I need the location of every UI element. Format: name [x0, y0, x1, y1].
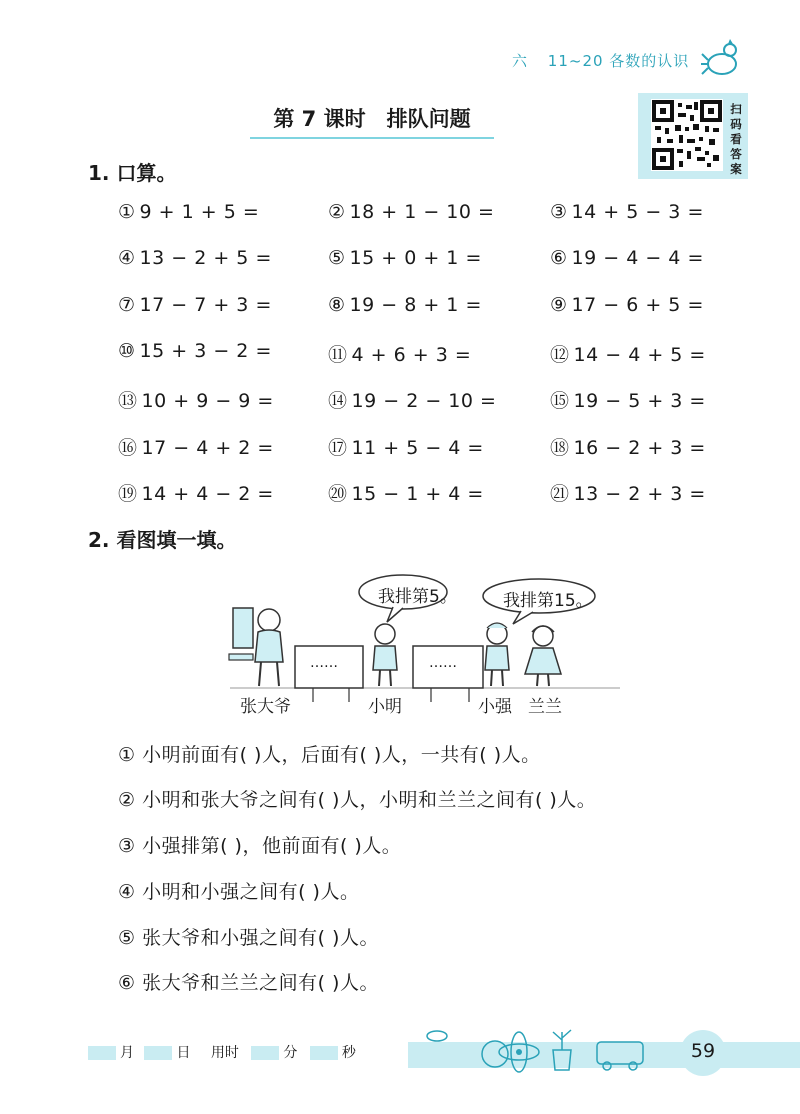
question-1-title: 1. 口算。 — [88, 161, 177, 185]
math-problem — [550, 340, 706, 367]
math-problem — [328, 433, 484, 460]
problem-number: ㉑ — [550, 483, 570, 505]
problem-expression: 15 − 1 + 4 = — [351, 483, 484, 505]
ellipsis-1: …… — [310, 655, 338, 671]
problem-expression: 10 + 9 − 9 = — [141, 390, 274, 412]
problem-number: ⑩ — [118, 340, 136, 362]
qr-label-char: 扫 — [730, 102, 742, 116]
name-grandpa: 张大爷 — [240, 697, 291, 717]
grandpa-figure — [229, 608, 283, 686]
sub-question-3: ③ 小强排第( )，他前面有( )人。 — [118, 835, 402, 857]
problem-expression: 19 − 5 + 3 = — [573, 390, 706, 412]
bubble-text-right: 我排第15。 — [503, 591, 593, 611]
minute-blank[interactable] — [251, 1046, 279, 1060]
science-decoration-icon — [415, 1022, 685, 1074]
problem-number: ⑬ — [118, 390, 138, 412]
problem-expression: 9 + 1 + 5 = — [139, 201, 260, 223]
sub-question-6: ⑥ 张大爷和兰兰之间有( )人。 — [118, 972, 379, 994]
minute-label: 分 — [283, 1045, 298, 1061]
name-lanlan: 兰兰 — [528, 697, 562, 717]
time-used-label: 用时 — [210, 1045, 239, 1061]
problem-expression: 19 − 2 − 10 = — [351, 390, 497, 412]
lesson-title-underline — [250, 137, 494, 139]
sub-question-2: ② 小明和张大爷之间有( )人，小明和兰兰之间有( )人。 — [118, 789, 597, 811]
math-problem — [328, 386, 496, 413]
math-problem — [328, 340, 471, 367]
qr-label-char: 码 — [730, 117, 742, 131]
problem-expression: 14 − 4 + 5 = — [573, 344, 706, 366]
problem-expression: 13 − 2 + 3 = — [573, 483, 706, 505]
second-label: 秒 — [341, 1045, 356, 1061]
sub-question-5: ⑤ 张大爷和小强之间有( )人。 — [118, 927, 379, 949]
time-record-row — [88, 1042, 356, 1062]
math-problem — [550, 386, 706, 413]
lanlan-figure — [525, 626, 561, 686]
problem-expression: 11 + 5 − 4 = — [351, 437, 484, 459]
lesson-title: 第 7 课时 排队问题 — [273, 107, 471, 131]
second-blank[interactable] — [310, 1046, 338, 1060]
month-label: 月 — [120, 1045, 134, 1061]
name-xiaoming: 小明 — [368, 697, 402, 717]
problem-expression: 18 + 1 − 10 = — [349, 201, 495, 223]
problem-number: ⑪ — [328, 344, 348, 366]
rooster-decoration-icon — [700, 36, 744, 80]
problem-expression: 16 − 2 + 3 = — [573, 437, 706, 459]
problem-number: ⑳ — [328, 483, 348, 505]
question-2-title: 2. 看图填一填。 — [88, 528, 237, 552]
qr-label-char: 案 — [730, 162, 742, 176]
math-problem — [118, 386, 274, 413]
math-problem — [118, 247, 272, 269]
problem-expression: 4 + 6 + 3 = — [351, 344, 472, 366]
chapter-number: 六 — [512, 52, 529, 70]
qr-code-icon[interactable] — [651, 99, 723, 171]
name-xiaoqiang: 小强 — [478, 697, 512, 717]
math-problem — [550, 247, 704, 269]
problem-number: ⑤ — [328, 247, 346, 269]
problem-expression: 19 − 4 − 4 = — [571, 247, 704, 269]
math-problem — [550, 294, 704, 316]
problem-expression: 17 − 6 + 5 = — [571, 294, 704, 316]
xiaoqiang-figure — [485, 623, 509, 686]
problem-expression: 14 + 5 − 3 = — [571, 201, 704, 223]
math-problem — [550, 479, 706, 506]
month-blank[interactable] — [88, 1046, 116, 1060]
qr-label-char: 答 — [730, 147, 742, 161]
qr-label — [728, 102, 744, 177]
chapter-header — [512, 50, 703, 71]
problem-expression: 15 + 0 + 1 = — [349, 247, 482, 269]
math-problem — [550, 201, 704, 223]
math-problem — [328, 201, 494, 223]
problem-number: ⑦ — [118, 294, 136, 316]
math-problem — [118, 479, 274, 506]
problem-number: ⑲ — [118, 483, 138, 505]
math-problem — [550, 433, 706, 460]
problem-number: ⑰ — [328, 437, 348, 459]
math-problem — [118, 340, 272, 362]
problem-number: ⑮ — [550, 390, 570, 412]
problem-number: ③ — [550, 201, 568, 223]
sub-question-4: ④ 小明和小强之间有( )人。 — [118, 881, 360, 903]
problem-expression: 19 − 8 + 1 = — [349, 294, 482, 316]
problem-number: ① — [118, 201, 136, 223]
problem-expression: 15 + 3 − 2 = — [139, 340, 272, 362]
math-problem — [118, 201, 259, 223]
problem-expression: 14 + 4 − 2 = — [141, 483, 274, 505]
problem-expression: 13 − 2 + 5 = — [139, 247, 272, 269]
problem-number: ⑥ — [550, 247, 568, 269]
problem-number: ④ — [118, 247, 136, 269]
problem-number: ⑨ — [550, 294, 568, 316]
problem-number: ⑧ — [328, 294, 346, 316]
day-label: 日 — [176, 1045, 191, 1061]
sub-question-1: ① 小明前面有( )人，后面有( )人，一共有( )人。 — [118, 744, 541, 766]
bubble-text-left: 我排第5。 — [378, 587, 457, 607]
problem-expression: 17 − 4 + 2 = — [141, 437, 274, 459]
xiaoming-figure — [373, 624, 397, 686]
math-problem — [118, 294, 272, 316]
unit-title: 11~20 各数的认识 — [547, 52, 690, 70]
math-problem — [328, 479, 484, 506]
problem-number: ⑱ — [550, 437, 570, 459]
ellipsis-2: …… — [429, 655, 457, 671]
math-problem — [118, 433, 274, 460]
math-problem — [328, 294, 482, 316]
day-blank[interactable] — [144, 1046, 172, 1060]
qr-label-char: 看 — [730, 132, 742, 146]
problem-expression: 17 − 7 + 3 = — [139, 294, 272, 316]
page-number: 59 — [690, 1040, 716, 1062]
problem-number: ⑫ — [550, 344, 570, 366]
math-problem — [328, 247, 482, 269]
problem-number: ② — [328, 201, 346, 223]
problem-number: ⑭ — [328, 390, 348, 412]
problem-number: ⑯ — [118, 437, 138, 459]
